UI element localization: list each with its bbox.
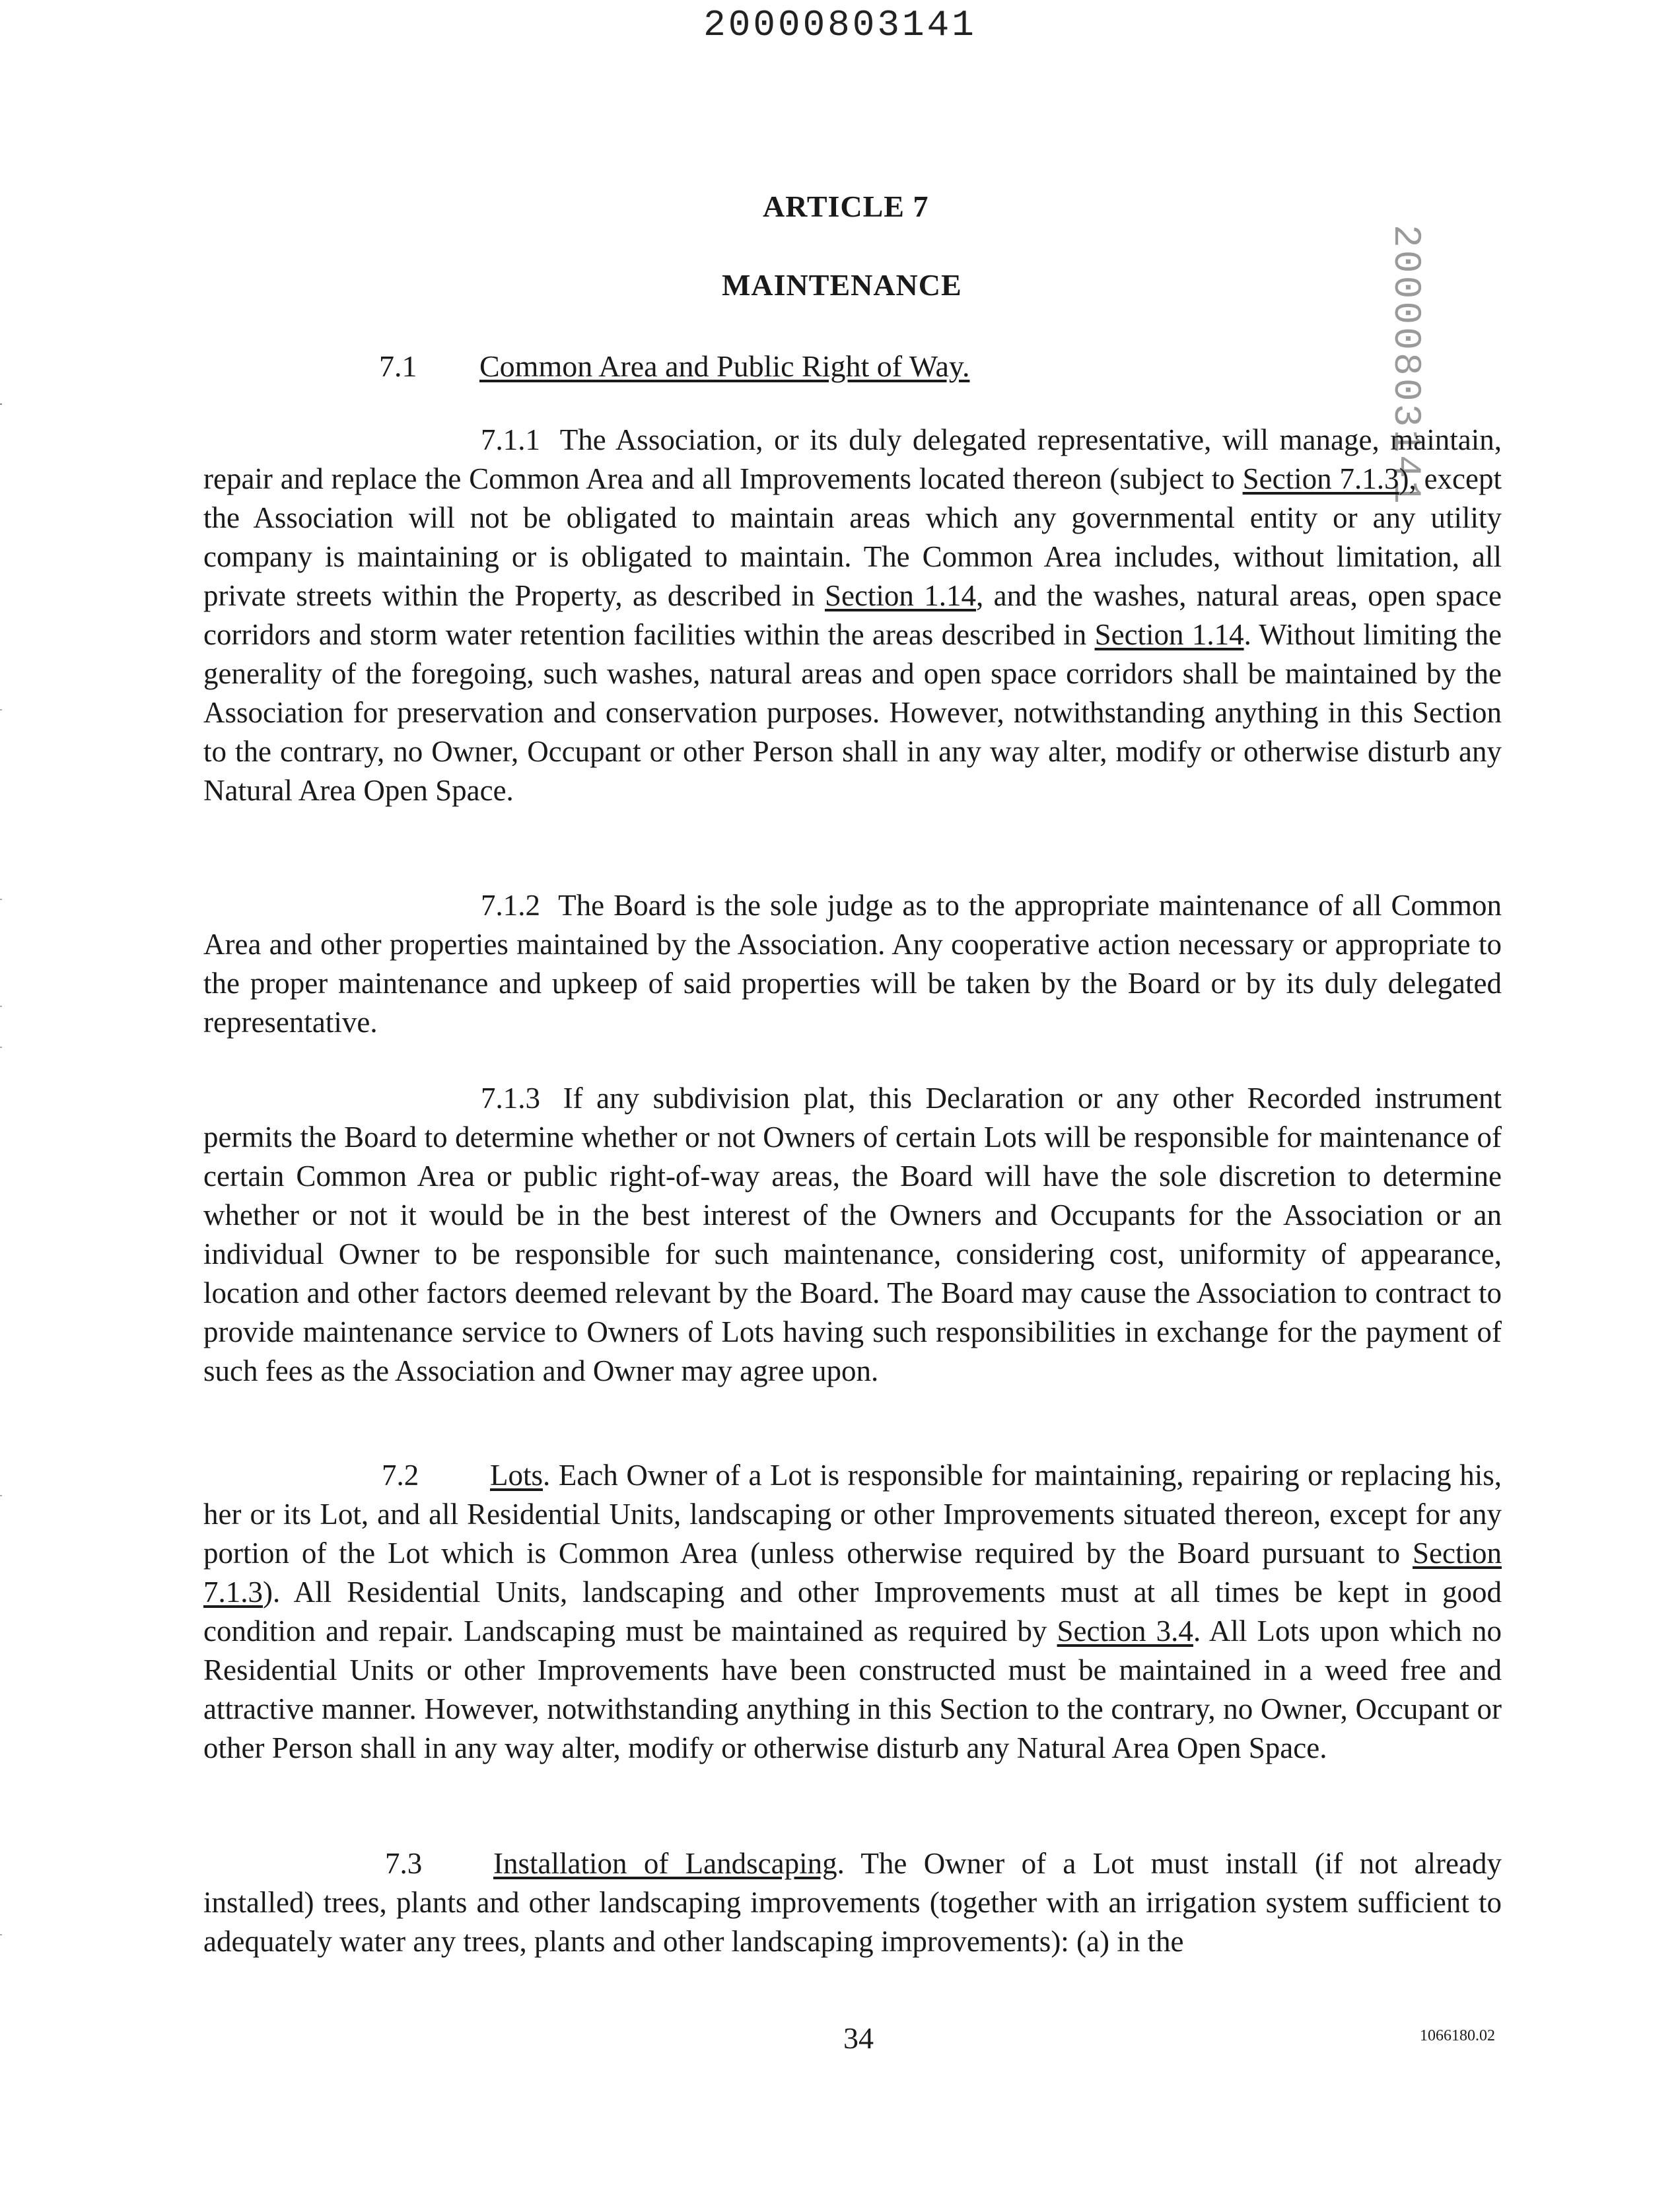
paragraph-text: . All Lots upon which no Residential Units or other Improvements have been constructed must be maintained in a weed free and attractive manner. However, notwithstanding anything in this Section to the contrary, no Owner, Occupant or other Person shall in any way alter, modify or otherwise disturb any Natural Area Open Space. — [203, 1614, 1502, 1764]
paragraph-text: , and the washes, natural areas, open space corridors and storm water retention facilities within the areas described in — [203, 579, 1502, 651]
paragraph-number: 7.2 — [382, 1459, 419, 1492]
section-7-1-heading — [379, 349, 969, 384]
page-number: 34 — [843, 2021, 874, 2055]
section-title: Common Area and Public Right of Way. — [479, 349, 970, 383]
paragraph-text: . Without limiting the generality of the foregoing, such washes, natural areas and open space corridors shall be maintained by the Association for preservation and conservation purposes. However, notwithstanding anything in this Section to the contrary, no Owner, Occupant or other Person shall in any way alter, modify or otherwise disturb any Natural Area Open Space. — [203, 618, 1502, 807]
paragraph-number: 7.1.1 — [481, 423, 540, 456]
paragraph-number: 7.3 — [385, 1847, 423, 1880]
paragraph-text: . Each Owner of a Lot is responsible for maintaining, repairing or replacing his, her or its Lot, and all Residential Units, landscaping or other Improvements situated thereon, except for any portion of the Lot which is Common Area (unless otherwise required by the Board pursuant to — [203, 1459, 1502, 1570]
article-title: ARTICLE 7 — [763, 190, 929, 223]
paragraph-number: 7.1.2 — [481, 889, 540, 922]
section-reference: Section 1.14 — [1094, 618, 1244, 651]
paragraph-number: 7.1.3 — [481, 1082, 540, 1115]
paragraph-7-1-2 — [203, 886, 1502, 1042]
document-recording-number: 20000803141 — [703, 4, 977, 46]
document-code: 1066180.02 — [1420, 2027, 1495, 2044]
section-reference: Section 7.1.3 — [1242, 462, 1399, 495]
paragraph-text: The Association, or its duly delegated representative, will manage, maintain, repair and replace the Common Area and all Improvements located thereon (subject to — [203, 423, 1502, 495]
paragraph-7-1-1 — [203, 421, 1502, 810]
article-subtitle: MAINTENANCE — [722, 268, 962, 302]
paragraph-text: ). All Residential Units, landscaping and other Improvements must at all times be kept in good condition and repair. Landscaping must be maintained as required by — [203, 1576, 1502, 1648]
paragraph-title: Installation of Landscaping — [493, 1847, 837, 1880]
paragraph-title: Lots — [490, 1459, 543, 1492]
paragraph-7-1-3 — [203, 1079, 1502, 1391]
side-stamp-number: 20000803141 — [1383, 225, 1426, 506]
scan-margin-marks — [0, 0, 13, 2187]
paragraph-text: ), except the Association will not be obligated to maintain areas which any governmental entity or any utility company is maintaining or is obligated to maintain. The Common Area includes, without limitation, all private streets within the Property, as described in — [203, 462, 1502, 612]
paragraph-text: If any subdivision plat, this Declaration or any other Recorded instrument permits the Board to determine whether or not Owners of certain Lots will be responsible for maintenance of certain Common Area or public right-of-way areas, the Board will have the sole discretion to determine whether or not it would be in the best interest of the Owners and Occupants for the Association or an individual Owner to be responsible for such maintenance, considering cost, uniformity of appearance, location and other factors deemed relevant by the Board. The Board may cause the Association to contract to provide maintenance service to Owners of Lots having such responsibilities in exchange for the payment of such fees as the Association and Owner may agree upon. — [203, 1082, 1502, 1387]
section-reference: Section 3.4 — [1057, 1614, 1193, 1648]
section-reference: Section 7.1.3 — [203, 1537, 1502, 1609]
paragraph-text: . The Owner of a Lot must install (if not already installed) trees, plants and other landscaping improvements (together with an irrigation system sufficient to adequately water any trees, plants and other landscaping improvements): (a) in the — [203, 1847, 1502, 1958]
paragraph-text: The Board is the sole judge as to the appropriate maintenance of all Common Area and other properties maintained by the Association. Any cooperative action necessary or appropriate to the proper maintenance and upkeep of said properties will be taken by the Board or by its duly delegated representative. — [203, 889, 1502, 1039]
paragraph-7-3 — [203, 1844, 1502, 1961]
paragraph-7-2 — [203, 1456, 1502, 1768]
section-number: 7.1 — [379, 349, 417, 383]
section-reference: Section 1.14 — [824, 579, 977, 612]
